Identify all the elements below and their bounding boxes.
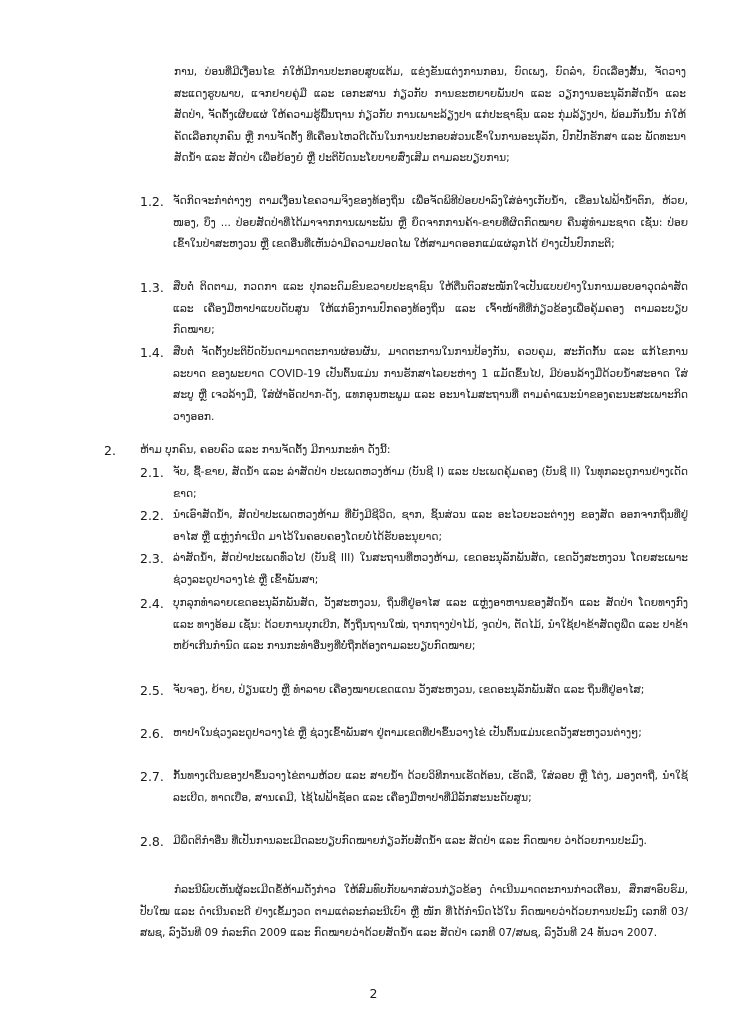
item-text: ຈັບ, ຊື້-ຂາຍ, ສັດນ້ຳ ແລະ ລ່າສັດປ່າ ປະເພດຫວງຫ້າມ (ບັນຊີ I) ແລະ ປະເພດຄຸ້ມຄອງ (ບັນຊີ II) ໃນທຸກລະດູການຢ່າງເດັດຂາດ; [173, 466, 688, 500]
item-text: ຈັບຈອງ, ຍ້າຍ, ປ່ຽນແປງ ຫຼື ທໍາລາຍ ເຄື່ອງໝາຍເຂດແດນ ວັງສະຫງວນ, ເຂດອະນຸລັກພັນສັດ ແລະ ຖິ່ນທີ່ຢູ່ອາໄສ; [173, 684, 645, 696]
item-number: 2.6. [140, 726, 164, 741]
item-number: 1.3. [140, 280, 164, 295]
item-number: 2.4. [140, 596, 164, 611]
section-number: 2. [104, 443, 116, 458]
item-number: 2.8. [140, 834, 164, 849]
item-text: ບຸກລຸກທໍາລາຍເຂດອະນຸລັກພັນສັດ, ວັງສະຫງວນ, ຖິ່ນທີ່ຢູ່ອາໄສ ແລະ ແຫຼ່ງອາຫານຂອງສັດນ້ຳ ແລະ ສັດປ່າ ໂດຍທາງກົງ ແລະ ທາງອ້ອມ ເຊັ່ນ: ດ້ວຍການບຸກເບີກ, ຕັ້ງຖິ່ນຖານໃໝ່, ຖາກຖາງປ່າໄມ້, ຈູດປ່າ, ຕັດໄມ້, ນໍາໃຊ້ຢາຂ້າສັດຕູພືດ ແລະ ປາຂ້າຫຍ້າເກີນກໍານົດ ແລະ ການກະທໍາອື່ນໆທີ່ບໍ່ຖືກຕ້ອງຕາມລະບຽບກົດໝາຍ; [173, 597, 688, 653]
closing-paragraph: ກໍລະນີພົບເຫັນຜູ້ລະເມີດຂໍ້ຫ້າມດັ່ງກ່າວ ໃຫ້ສົມທົບກັບພາກສ່ວນກ່ຽວຂ້ອງ ດໍາເນີນມາດຕະການກ່າວເຕືອນ, ສຶກສາອົບຮົມ, ປັບໃໝ ແລະ ດໍາເນີນຄະດີ ຢ່າງເຂັ້ມງວດ ຕາມແຕ່ລະກໍລະນີເບົາ ຫຼື ໜັກ ທີ່ໄດ້ກໍານົດໄວ້ໃນ ກົດໝາຍວ່າດ້ວຍການປະມົງ ເລກທີ 03/ສພຊ, ລົງວັນທີ 09 ກໍລະກົດ 2009 ແລະ ກົດໝາຍວ່າດ້ວຍສັດນ້ຳ ແລະ ສັດປ່າ ເລກທີ 07/ສພຊ, ລົງວັນທີ 24 ທັນວາ 2007. [140, 884, 688, 940]
item-number: 2.1. [140, 465, 164, 480]
item-text: ສືບຕໍ່ ຈັດຕັ້ງປະຕິບັດບັນດາມາດຕະການຜ່ອນຜັນ, ມາດຕະການໃນການປ້ອງກັນ, ຄວບຄຸມ, ສະກັດກັ້ນ ແລະ ແກ້ໄຂການລະບາດ ຂອງພະຍາດ COVID-19 ເປັນຕົ້ນແມ່ນ ການຮັກສາໄລຍະຫ່າງ 1 ແມັດຂຶ້ນໄປ, ມີບ່ອນລ້າງມືດ້ວຍນ້ຳສະອາດ ໃສ່ສະບູ ຫຼື ເຈວລ້າງມື, ໃສ່ຜ້າອັດປາກ-ດັງ, ແທກອຸນຫະພູມ ແລະ ອະນາໄມສະຖານທີ່ ຕາມຄໍາແນະນໍາຂອງຄະນະສະເພາະກິດ ວາງອອກ. [173, 346, 688, 423]
item-text: ຫາປາໃນຊ່ວງລະດູປາວາງໄຂ່ ຫຼື ຊ່ວງເຂົ້າພັນສາ ຢູ່ຕາມເຂດທີ່ປາຂຶ້ນວາງໄຂ່ ເປັນຕົ້ນແມ່ນເຂດວັງສະຫງວນຕ່າງໆ; [173, 727, 642, 739]
item-number: 2.5. [140, 683, 164, 698]
item-text: ລ່າສັດນ້ຳ, ສັດປ່າປະເພດທົ່ວໄປ (ບັນຊີ III) ໃນສະຖານທີ່ຫວງຫ້າມ, ເຂດອະນຸລັກພັນສັດ, ເຂດວັງສະຫງວນ ໂດຍສະເພາະຊ່ວງລະດູປາວາງໄຂ່ ຫຼື ເຂົ້າພັນສາ; [173, 552, 688, 586]
item-number: 2.7. [140, 769, 164, 784]
item-number: 1.2. [140, 194, 164, 209]
item-text: ຈັດກິດຈະກໍາຕ່າງໆ ຕາມເງື່ອນໄຂຄວາມຈິງຂອງທ້ອງຖິ່ນ ເພື່ອຈັດພິທີປ່ອຍປາລົງໃສ່ອ່າງເກັບນ້ຳ, ເຂື່ອນໄຟຟ້ານ້ຳຕົກ, ຫ້ວຍ, ໜອງ, ບຶງ ... ປ່ອຍສັດປ່າທີ່ໄດ້ມາຈາກການເພາະພັນ ຫຼື ຍຶດຈາກການຄ້າ-ຂາຍທີ່ຜິດກົດໝາຍ ຄືນສູ່ທໍາມະຊາດ ເຊັ່ນ: ປ່ອຍເຂົ້າໃນປ່າສະຫງວນ ຫຼື ເຂດອື່ນທີ່ເຫັນວ່າມີຄວາມປອດໄພ ໃຫ້ສາມາດອອກແມ່ແຜ່ລູກໄດ້ ຢ່າງເປັນປົກກະຕິ; [173, 195, 688, 251]
section-title: ຫ້າມ ບຸກຄົນ, ຄອບຄົວ ແລະ ການຈັດຕັ້ງ ມີການກະທໍາ ດັ່ງນີ້: [140, 444, 391, 456]
item-number: 2.3. [140, 551, 164, 566]
item-text: ມີພຶດຕິກໍາອື່ນ ທີ່ເປັນການລະເມີດລະບຽບກົດໝາຍກ່ຽວກັບສັດນ້ຳ ແລະ ສັດປ່າ ແລະ ກົດໝາຍ ວ່າດ້ວຍການປະມົງ. [173, 835, 647, 847]
page-number: 2 [369, 986, 378, 1001]
item-text: ກັ້ນທາງເດີນຂອງປາຂຶ້ນວາງໄຂ່ຕາມຫ້ວຍ ແລະ ສາຍນ້ຳ ດ້ວຍວິທີການເຮັດຕ້ອນ, ເຮັດລີ່, ໃສ່ລອບ ຫຼື ໂຕ່ງ, ມອງຕາຖີ່, ນໍາໃຊ້ລະເບີດ, ທາດເບື່ອ, ສານເຄມີ, ໄຊ້ໄຟຟ້າຊັອດ ແລະ ເຄື່ອງມືຫາປາທີ່ມີລັກສະນະດັບສູນ; [173, 770, 688, 804]
lead-paragraph: ການ, ບ່ອນທີ່ມີເງື່ອນໄຂ ກໍໃຫ້ມີການປະກອບສູບແຕ້ມ, ແຂ່ງຂັນແຕ່ງການກອນ, ບົດເພງ, ບົດລໍາ, ບົດເລື່ອງສັ້ນ, ຈັດວາງສະແດງຮູບພາບ, ແຈກຢາຍຄູ່ມື ແລະ ເອກະສານ ກ່ຽວກັບ ການຂະຫຍາຍພັນປາ ແລະ ວຽກງານອະນຸລັກສັດນ້ຳ ແລະ ສັດປ່າ, ຈັດຕັ້ງເຜີຍແຜ່ ໃຫ້ຄວາມຮູ້ພື້ນຖານ ກ່ຽວກັບ ການເພາະລ້ຽງປາ ແກ່ປະຊາຊົນ ແລະ ກຸ່ມລ້ຽງປາ, ພ້ອມກັນນັ້ນ ກໍໃຫ້ຄັດເລືອກບຸກຄົນ ຫຼື ການຈັດຕັ້ງ ທີ່ເຄື່ອນໄຫວດີເດັ່ນໃນການປະກອບສ່ວນເຂົ້າໃນການອະນຸລັກ, ປົກປັກຮັກສາ ແລະ ພັດທະນາສັດນ້ຳ ແລະ ສັດປ່າ ເພື່ອຍ້ອງຍໍ ຫຼື ປະຕິບັດນະໂຍບາຍສົ່ງເສີມ ຕາມລະບຽບການ; [174, 66, 686, 165]
item-number: 1.4. [140, 345, 164, 360]
item-text: ສືບຕໍ່ ຕິດຕາມ, ກວດກາ ແລະ ປຸກລະດົມຂົນຂວາຍປະຊາຊົນ ໃຫ້ຕື່ນຕົວສະໝັກໃຈເປັນແບບຢ່າງໃນການມອບອາວຸດລ່າສັດ ແລະ ເຄື່ອງມືຫາປາແບບດັບສູນ ໃຫ້ແກ່ອົງການປົກຄອງທ້ອງຖິ່ນ ແລະ ເຈົ້າໜ້າທີ່ທີ່ກ່ຽວຂ້ອງເພື່ອຄຸ້ມຄອງ ຕາມລະບຽບກົດໝາຍ; [173, 281, 688, 337]
item-text: ນໍາເອົາສັດນ້ຳ, ສັດປ່າປະເພດຫວງຫ້າມ ທີ່ຍັງມີຊີວິດ, ຊາກ, ຊິ້ນສ່ວນ ແລະ ອະໄວຍະວະຕ່າງໆ ຂອງສັດ ອອກຈາກຖິ່ນທີ່ຢູ່ອາໄສ ຫຼື ແຫຼ່ງກໍາເນີດ ມາໄວ້ໃນຄອບຄອງໂດຍບໍ່ໄດ້ຮັບອະນຸຍາດ; [173, 509, 688, 543]
item-number: 2.2. [140, 508, 164, 523]
